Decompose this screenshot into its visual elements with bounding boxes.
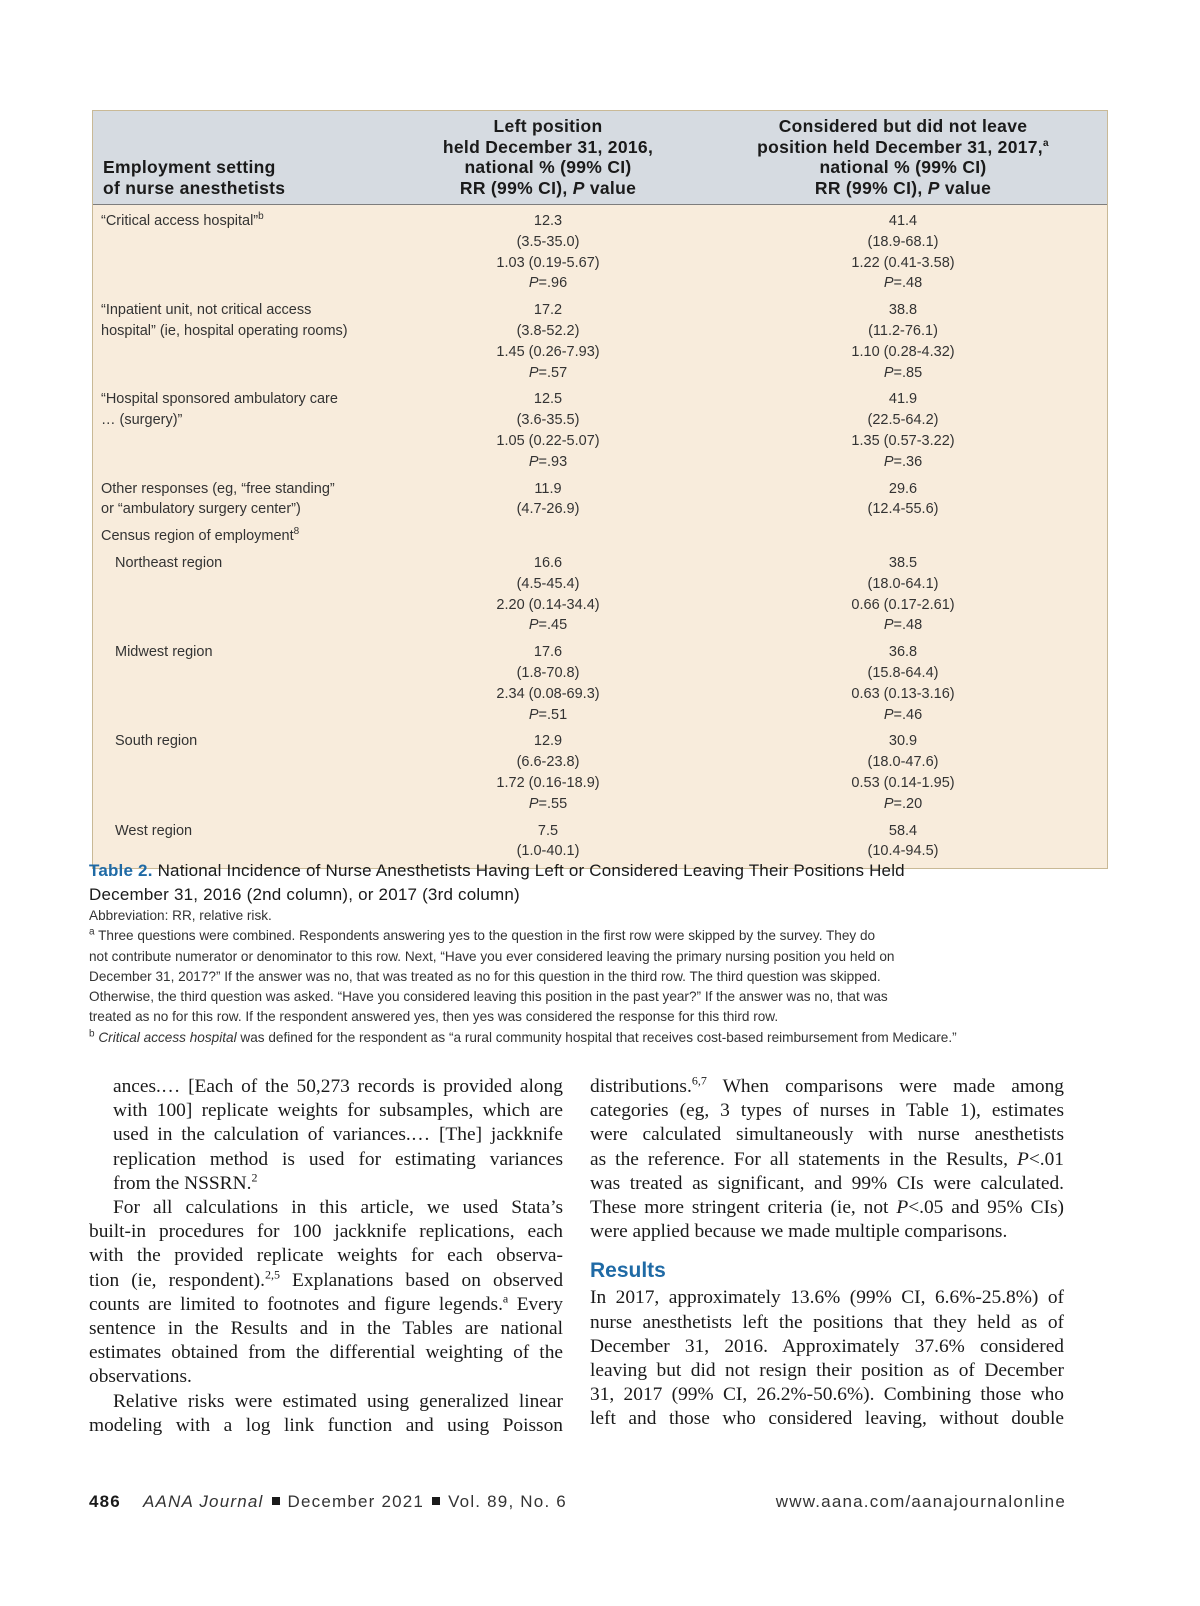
table-row — [93, 300, 1107, 383]
table-row-heading — [93, 526, 1107, 547]
volume-info: Vol. 89, No. 6 — [448, 1492, 567, 1511]
row-label: “Inpatient unit, not critical access hospital” (ie, hospital operating rooms) — [101, 302, 348, 339]
considered-leaving-cell: 36.8 (15.8-64.4) 0.63 (0.13-3.16) P=.46 — [851, 644, 955, 723]
row-label: Northeast region — [115, 554, 223, 571]
left-position-cell: 17.6 (1.8-70.8) 2.34 (0.08-69.3) P=.51 — [496, 644, 600, 723]
separator-square-icon — [432, 1497, 440, 1505]
row-label: West region — [115, 822, 193, 839]
table-footnotes: Abbreviation: RR, relative risk. $^a$ Three questions were combined. Respondents answering yes to the question in the first row were skipped by the survey. They do not contribute numerator or denominator to this row. Next, “Have you ever considered leaving the primary nursing position you held on December 31, 2017?” If the answer was no, that was treated as no for this question in the third row. The third question was skipped. Otherwise, the third question was asked. “Have you considered leaving this position in the past year?” If the answer was no, that was treated as no for this row. If the respondent answered yes, then yes was considered the response for this third row. $^b$ Critical access hospital was defined for the respondent as “a rural community hospital that receives cost-based reimbursement from Medicare.” — [89, 906, 1089, 1048]
considered-leaving-cell: 29.6 (12.4-55.6) — [867, 480, 939, 518]
abbreviation-note: Abbreviation: RR, relative risk. — [89, 908, 272, 923]
left-position-cell: 12.3 (3.5-35.0) 1.03 (0.19-5.67) P=.96 — [496, 213, 600, 292]
block-quote: ances.… [Each of the 50,273 records is provided along with 100] replicate weights for subsamples, which are used in the calculation of variances.… [The] jackknife replication method is used for estimating variances from the NSSRN.$^2$ — [113, 1076, 563, 1194]
left-position-cell: 12.5 (3.6-35.5) 1.05 (0.22-5.07) P=.93 — [496, 391, 600, 470]
row-label: “Hospital sponsored ambulatory care … (surgery)” — [101, 391, 338, 429]
table-body — [93, 205, 1107, 868]
left-text-column — [89, 1075, 563, 1438]
table-row — [93, 553, 1107, 636]
page-footer — [89, 1492, 1066, 1512]
left-position-cell: 11.9 (4.7-26.9) — [516, 480, 580, 518]
considered-leaving-cell: 38.5 (18.0-64.1) 0.66 (0.17-2.61) P=.48 — [851, 554, 955, 634]
table-row — [93, 389, 1107, 472]
table-2 — [92, 110, 1108, 869]
right-text-column — [590, 1075, 1064, 1432]
row-label: Midwest region — [115, 644, 213, 661]
journal-url[interactable]: www.aana.com/aanajournalonline — [775, 1492, 1066, 1511]
footnote-a-marker: a — [1042, 137, 1049, 149]
table-row — [93, 731, 1107, 814]
separator-square-icon — [272, 1497, 280, 1505]
paragraph-distributions: distributions.$^{6,7}$ When comparisons were made among categories (eg, 3 types of nurses in Table 1), estimates were calculated simultaneously with nurse anesthetists as the reference. For all statements in the Results, P<.01 was treated as significant, and 99% CIs were calculated. These more stringent criteria (ie, not P<.05 and 95% CIs) were applied because we made multiple comparisons. — [590, 1073, 1064, 1243]
table-row — [93, 642, 1107, 725]
header-left-position: Left position held December 31, 2016, national % (99% CI) RR (99% CI), P value — [442, 116, 654, 198]
table-row — [93, 479, 1107, 521]
footnote-a: $^a$ Three questions were combined. Respondents answering yes to the question in the first row were skipped by the survey. They do — [89, 926, 876, 944]
header-considered-leaving: Considered but did not leave position held December 31, 2017,$^a$ national % (99% CI) RR (99% CI), P value — [757, 116, 1049, 198]
region-heading: Census region of employment$^8$ — [101, 526, 300, 545]
considered-leaving-cell: 30.9 (18.0-47.6) 0.53 (0.14-1.95) P=.20 — [851, 733, 955, 812]
table-caption: Table 2. National Incidence of Nurse Anesthetists Having Left or Considered Leaving Their Positions Held December 31, 2016 (2nd column), or 2017 (3rd column) — [89, 861, 905, 904]
row-label: “Critical access hospital”$^b$ — [101, 211, 264, 229]
footnote-b: $^b$ Critical access hospital was defined for the respondent as “a rural community hospital that receives cost-based reimbursement from Medicare.” — [89, 1028, 957, 1045]
table-header — [93, 111, 1107, 205]
considered-leaving-cell: 41.4 (18.9-68.1) 1.22 (0.41-3.58) P=.48 — [851, 213, 955, 292]
row-label: South region — [115, 733, 198, 750]
paragraph-relative-risks: Relative risks were estimated using generalized linear modeling with a log link function and using Poisson — [89, 1390, 563, 1436]
left-position-cell: 16.6 (4.5-45.4) 2.20 (0.14-34.4) P=.45 — [496, 554, 600, 634]
journal-name: AANA Journal — [142, 1492, 264, 1511]
paragraph-calculations: For all calculations in this article, we used Stata’s built-in procedures for 100 jackknife replications, each with the provided replicate weights for each observa- tion (ie, respondent).$^{2,5}$ Explanations based on observed counts are limited to footnotes and figure legends.$^a$ Every sentence in the Results and in the Tables are national estimates obtained from the differential weighting of the observations. — [89, 1197, 564, 1388]
considered-leaving-cell: 41.9 (22.5-64.2) 1.35 (0.57-3.22) P=.36 — [851, 391, 955, 470]
left-position-cell: 7.5 (1.0-40.1) — [516, 822, 580, 860]
table-row — [93, 821, 1107, 863]
issue-date: December 2021 — [287, 1492, 425, 1511]
table-row — [93, 211, 1107, 294]
row-label: Other responses (eg, “free standing” or “ambulatory surgery center”) — [101, 480, 335, 518]
considered-leaving-cell: 38.8 (11.2-76.1) 1.10 (0.28-4.32) P=.85 — [851, 302, 955, 381]
left-position-cell: 12.9 (6.6-23.8) 1.72 (0.16-18.9) P=.55 — [496, 733, 600, 812]
paragraph-results: In 2017, approximately 13.6% (99% CI, 6.6%-25.8%) of nurse anesthetists left the positions that they held as of December 31, 2016. Approximately 37.6% considered leaving but did not resign their position as of December 31, 2017 (99% CI, 26.2%-50.6%). Combining those who left and those who considered leaving, without double — [590, 1287, 1064, 1430]
caption-label: Table 2. — [89, 861, 153, 880]
page-number: 486 — [89, 1492, 121, 1511]
header-employment-setting: Employment setting of nurse anesthetists — [103, 157, 286, 198]
results-heading: Results — [590, 1259, 666, 1283]
considered-leaving-cell: 58.4 (10.4-94.5) — [867, 822, 939, 860]
left-position-cell: 17.2 (3.8-52.2) 1.45 (0.26-7.93) P=.57 — [496, 302, 600, 381]
